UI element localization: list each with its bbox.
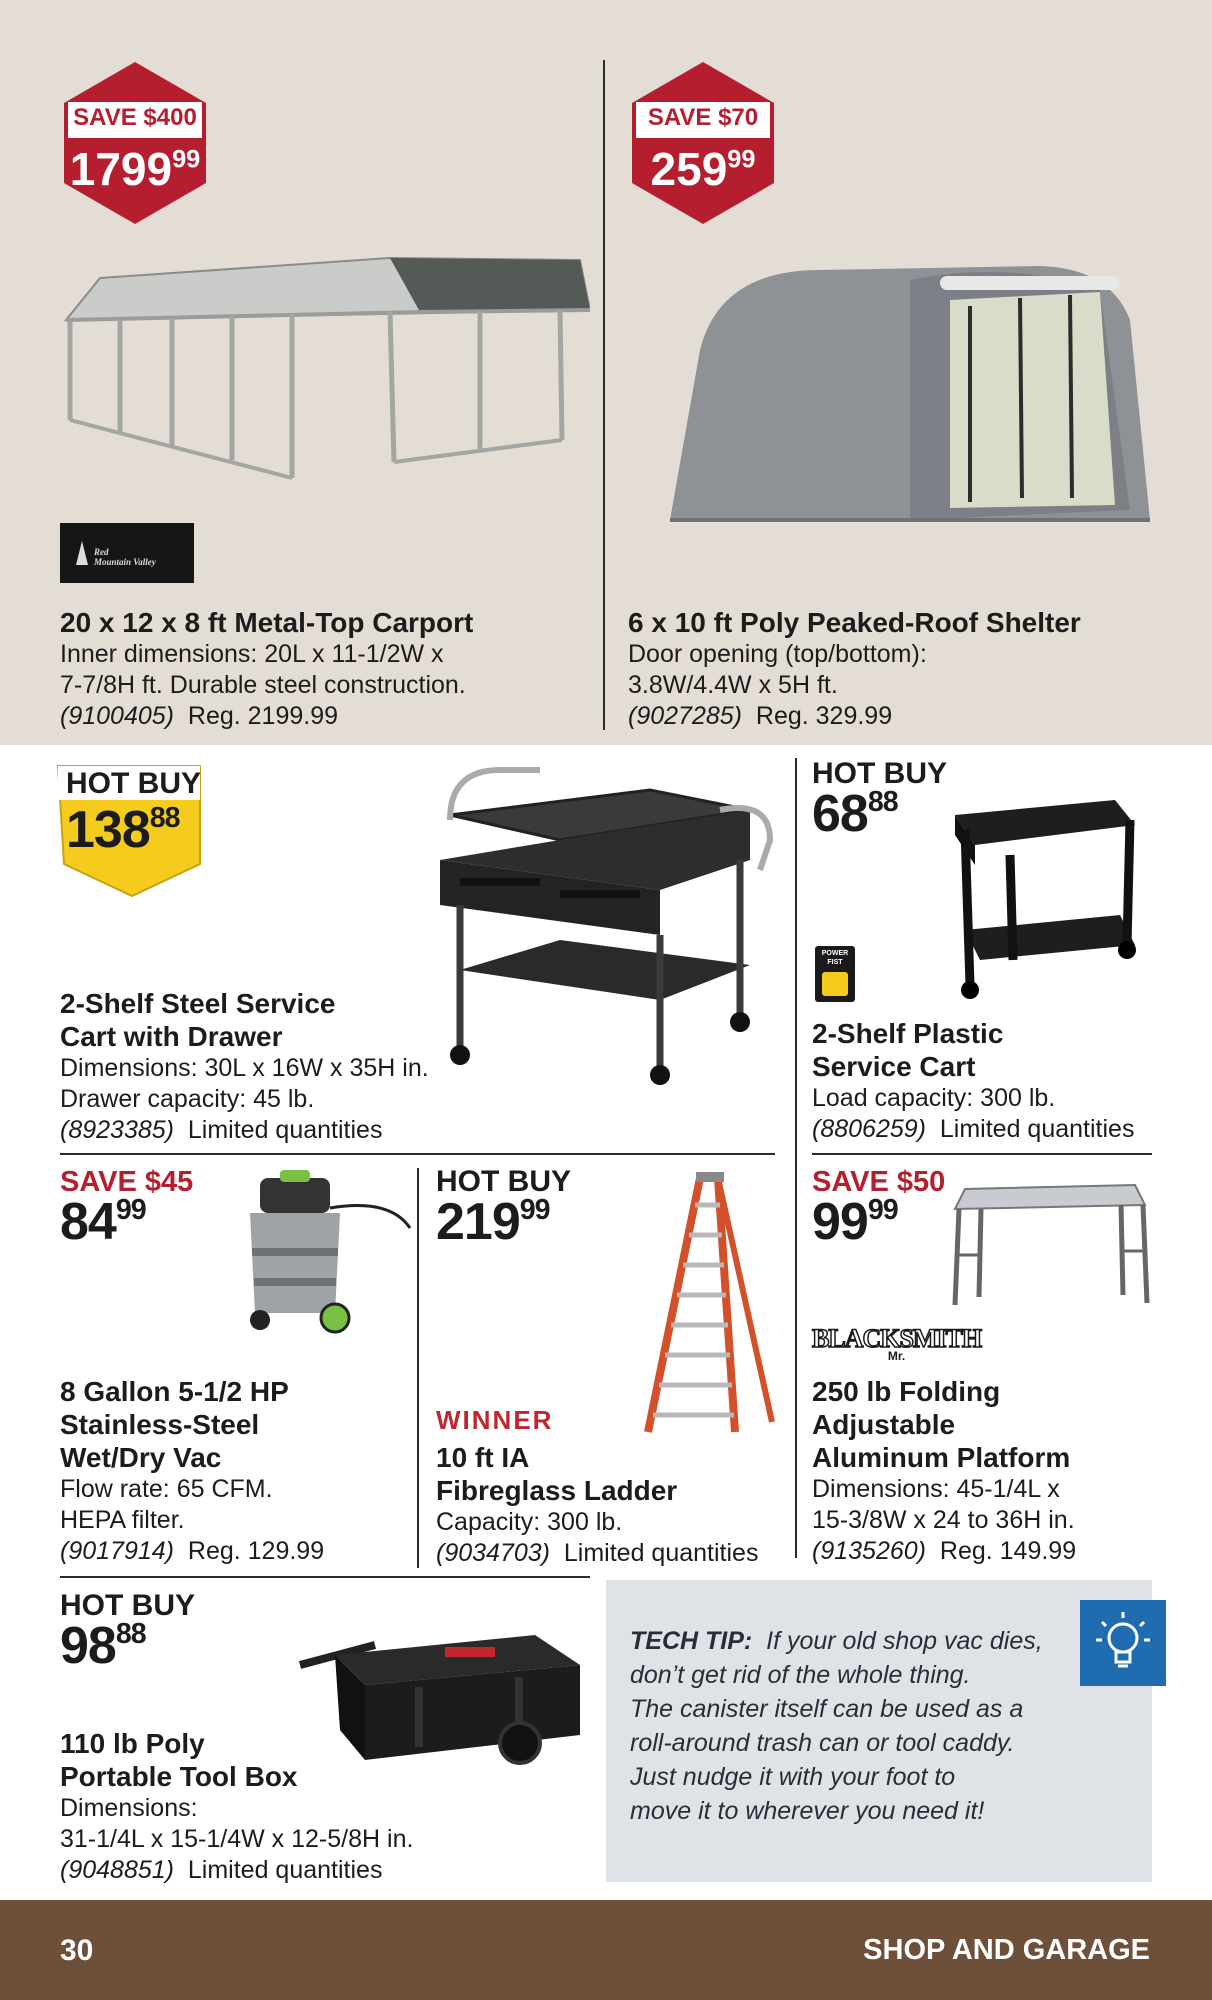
product-title: 2-Shelf Steel Service — [60, 988, 336, 1019]
product-title: 250 lb Folding — [812, 1376, 1001, 1407]
plastic-cart-image — [945, 795, 1140, 1010]
save-tag — [60, 1166, 194, 1251]
plastic-cart-product-info — [812, 1017, 1134, 1145]
product-sku-line: (9135260) Reg. 149.99 — [812, 1537, 1077, 1565]
sale-price: $138^{88}$ — [66, 801, 180, 859]
hot-buy-tag — [52, 762, 212, 902]
mr-blacksmith-logo: BLACKSMITH Mr. — [812, 1324, 982, 1363]
product-title: Portable Tool Box — [60, 1761, 298, 1792]
product-desc: 7-7/8H ft. Durable steel construction. — [60, 671, 466, 699]
red-mountain-valley-logo — [60, 523, 194, 583]
product-title: 20 x 12 x 8 ft Metal-Top Carport — [60, 607, 474, 638]
product-title: Aluminum Platform — [812, 1442, 1071, 1473]
toolbox-product-info — [60, 1727, 413, 1886]
carport-product-info — [60, 606, 473, 732]
section-title: SHOP AND GARAGE — [863, 1934, 1150, 1966]
ladder-product-info — [436, 1441, 758, 1569]
sale-price: $99^{99}$ — [812, 1193, 898, 1251]
tech-tip-box — [606, 1580, 1152, 1882]
product-title: Adjustable — [812, 1409, 956, 1440]
carport-price-badge — [60, 58, 210, 228]
save-label: SAVE $45 — [60, 1166, 194, 1198]
platform-product-info — [812, 1375, 1076, 1567]
product-title: Wet/Dry Vac — [60, 1442, 222, 1473]
product-desc: 31-1/4L x 15-1/4W x 12-5/8H in. — [60, 1825, 414, 1853]
column-divider — [795, 758, 797, 1558]
product-desc: Door opening (top/bottom): — [628, 640, 927, 668]
svg-text:Red: Red — [94, 547, 109, 557]
carport-image — [60, 250, 590, 495]
shelter-image — [660, 240, 1160, 545]
sale-price: $259^{99}$ — [650, 143, 756, 195]
product-desc: Flow rate: 65 CFM. — [60, 1475, 273, 1503]
aluminum-platform-image — [945, 1175, 1155, 1320]
power-fist-logo: POWER FIST — [815, 946, 855, 1002]
shelter-product-info — [628, 606, 1081, 732]
svg-text:Mountain Valley: Mountain Valley — [94, 557, 156, 567]
product-title: 6 x 10 ft Poly Peaked-Roof Shelter — [628, 607, 1081, 638]
tech-tip-text: TECH TIP: If your old shop vac dies, don’t get rid of the whole thing. The canister itself can be used as a roll-around trash can or tool caddy. Just nudge it with your foot to move it to wherever you need it! — [630, 1627, 1043, 1825]
sale-price: $219^{99}$ — [436, 1193, 550, 1251]
save-label: SAVE $400 — [73, 104, 197, 131]
hot-buy-tag — [436, 1165, 571, 1251]
product-title: 2-Shelf Plastic — [812, 1018, 1004, 1049]
product-desc: Load capacity: 300 lb. — [812, 1084, 1056, 1112]
product-desc: 15-3/8W x 24 to 36H in. — [812, 1506, 1075, 1534]
steel-cart-product-info — [60, 987, 429, 1146]
product-desc: Dimensions: 45-1/4L x — [812, 1475, 1060, 1503]
hot-buy-tag — [60, 1589, 195, 1675]
product-sku-line: (8923385) Limited quantities — [60, 1116, 383, 1144]
steel-cart-image — [420, 760, 780, 1095]
hot-buy-label: HOT BUY — [66, 767, 201, 800]
product-sku-line: (9017914) Reg. 129.99 — [60, 1537, 325, 1565]
product-sku-line: (9027285) Reg. 329.99 — [628, 702, 893, 730]
product-title: 10 ft IA — [436, 1442, 530, 1473]
product-desc: Dimensions: 30L x 16W x 35H in. — [60, 1054, 429, 1082]
page-footer — [0, 1900, 1212, 2000]
lightbulb-icon — [1080, 1600, 1166, 1686]
winner-logo: WINNER — [436, 1405, 554, 1435]
section-divider — [812, 1153, 1152, 1155]
product-desc: Drawer capacity: 45 lb. — [60, 1085, 315, 1113]
product-desc: HEPA filter. — [60, 1506, 185, 1534]
product-sku-line: (9034703) Limited quantities — [436, 1539, 759, 1567]
save-label: SAVE $70 — [647, 104, 759, 131]
product-sku-line: (9048851) Limited quantities — [60, 1856, 383, 1884]
product-desc: Dimensions: — [60, 1794, 198, 1822]
product-sku-line: (8806259) Limited quantities — [812, 1115, 1135, 1143]
section-divider — [60, 1153, 775, 1155]
hot-buy-label: HOT BUY — [812, 757, 947, 790]
product-title: Stainless-Steel — [60, 1409, 260, 1440]
ladder-image — [640, 1170, 780, 1445]
save-tag — [812, 1166, 946, 1251]
product-title: Cart with Drawer — [60, 1021, 283, 1052]
hot-buy-label: HOT BUY — [60, 1589, 195, 1622]
product-desc: Inner dimensions: 20L x 11-1/2W x — [60, 640, 444, 668]
page-number: 30 — [60, 1934, 94, 1967]
product-title: 110 lb Poly — [60, 1728, 205, 1759]
sale-price: $98^{88}$ — [60, 1617, 146, 1675]
sale-price: $84^{99}$ — [60, 1193, 146, 1251]
section-divider — [60, 1576, 590, 1578]
shelter-price-badge — [628, 58, 778, 228]
product-title: 8 Gallon 5-1/2 HP — [60, 1376, 289, 1407]
hot-buy-tag — [812, 757, 947, 843]
wet-dry-vac-image — [230, 1168, 420, 1343]
product-desc: 3.8W/4.4W x 5H ft. — [628, 671, 838, 699]
sale-price: 1799$^{99}$ — [69, 143, 201, 195]
product-desc: Capacity: 300 lb. — [436, 1508, 623, 1536]
sale-price: $68^{88}$ — [812, 785, 898, 843]
product-title: Service Cart — [812, 1051, 976, 1082]
vac-product-info — [60, 1375, 324, 1567]
product-title: Fibreglass Ladder — [436, 1475, 678, 1506]
column-divider — [603, 60, 605, 730]
save-label: SAVE $50 — [812, 1166, 946, 1198]
product-sku-line: (9100405) Reg. 2199.99 — [60, 702, 339, 730]
hot-buy-label: HOT BUY — [436, 1165, 571, 1198]
